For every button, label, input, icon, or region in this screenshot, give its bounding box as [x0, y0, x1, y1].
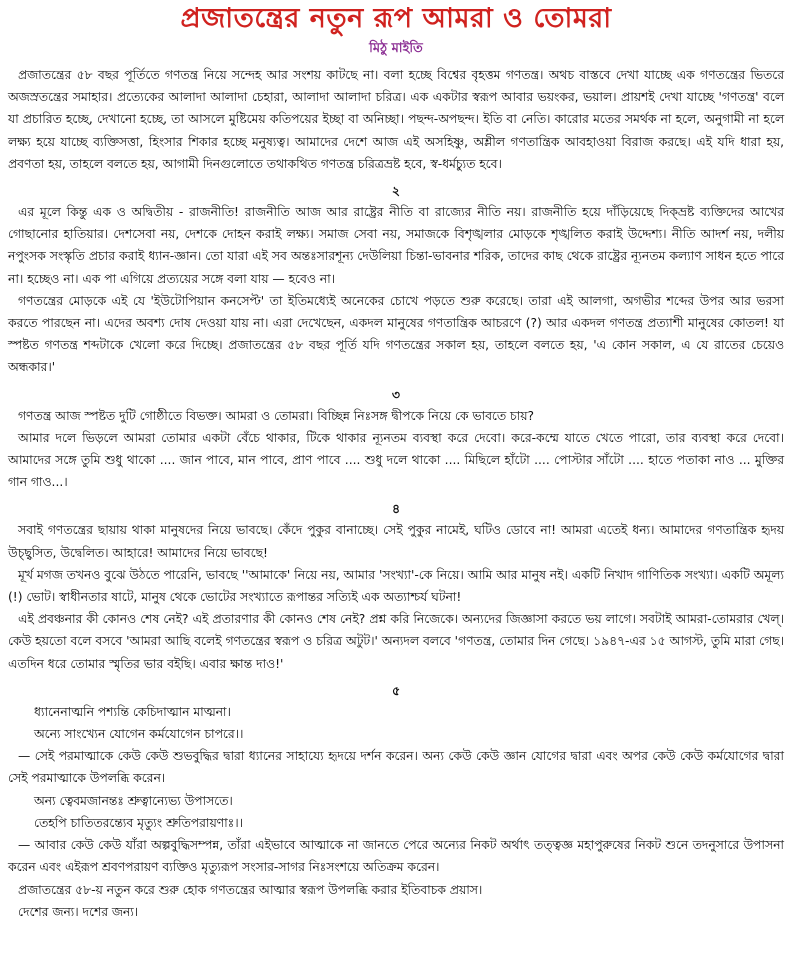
verse-line: অন্য ত্বেবমজানন্তঃ শ্রুত্বান্যেভ্য উপাসতে। — [34, 793, 233, 808]
paragraph: প্রজাতন্ত্রের ৫৮-য় নতুন করে শুরু হোক গণতন্ত্রের আত্মার স্বরূপ উপলব্ধি করার ইতিবাচক প্রয়াস। — [18, 882, 483, 897]
paragraph: মূর্খ মগজ তখনও বুঝে উঠতে পারেনি, ভাবছে ''আমাকে' নিয়ে নয়, আমার 'সংখ্যা'-কে নিয়ে। আমি আর মানুষ নই। একটি নিখাদ গাণিতিক সংখ্যা। একটি অমূল্য (!) ভোট। স্বাধীনতার ষাটে, মানুষ থেকে ভোটের সংখ্যাতে রূপান্তর সত্যিই এক অত্যাশ্চর্য ঘটনা! — [8, 567, 784, 605]
section-4 — [8, 499, 784, 674]
paragraph: গণতন্ত্রের মোড়কে এই যে 'ইউটোপিয়ান কনসেপ্ট' তা ইতিমধ্যেই অনেকের চোখে পড়তে শুরু করেছে। তারা এই আলগা, অগভীর শব্দের উপর আর ভরসা করতে পারছেন না। এদের অবশ্য দোষ দেওয়া যায় না। এরা দেখেছেন, একদল মানুষের গণতান্ত্রিক আচরণে (?) আর একদল গণতন্ত্র প্রত্যাশী মানুষের কোতল! যা স্পষ্টত গণতন্ত্র শব্দটাকে খেলো করে দিচ্ছে। প্রজাতন্ত্রের ৫৮ বছর পূর্তি যদি গণতন্ত্রের সকাল হয়, তাহলে বলতে হয়, 'এ কোন সকাল, এ যে রাতের চেয়েও অন্ধকার।' — [8, 293, 784, 375]
section-number: ২ — [391, 183, 401, 199]
section-3 — [8, 385, 784, 494]
paragraph: সবাই গণতন্ত্রের ছায়ায় থাকা মানুষদের নিয়ে ভাবছে। কেঁদে পুকুর বানাচ্ছে। সেই পুকুর নামেই, ঘটিও ডোবে না! আমরা এতেই ধন্য। আমাদের গণতান্ত্রিক হৃদয় উচ্ছ্বসিত, উদ্বেলিত। আহারে! আমাদের নিয়ে ভাবছে! — [8, 523, 784, 560]
paragraph: এই প্রবঞ্চনার কী কোনও শেষ নেই? এই প্রতারণার কী কোনও শেষ নেই? প্রশ্ন করি নিজেকে। অন্যদের জিজ্ঞাসা করতে ভয় লাগে। সবটাই আমরা-তোমরার খেল্‌। কেউ হয়তো বলে বসবে 'আমরা আছি বলেই গণতন্ত্রের স্বরূপ ও চরিত্র অটুট।' অন্যদল বলবে 'গণতন্ত্র, তোমার দিন গেছে। ১৯৪৭-এর ১৫ আগস্ট, তুমি মারা গেছ। এতদিন ধরে তোমার স্মৃতির ভার বইছি। এবার ক্ষান্ত দাও!' — [8, 612, 784, 671]
section-number: ৫ — [391, 682, 401, 698]
section-2 — [8, 181, 784, 379]
paragraph: — সেই পরমাত্মাকে কেউ কেউ শুভবুদ্ধির দ্বারা ধ্যানের সাহায্যে হৃদয়ে দর্শন করেন। অন্য কেউ কেউ জ্ঞান যোগের দ্বারা এবং অপর কেউ কেউ কর্মযোগের দ্বারা সেই পরমাত্মাকে উপলব্ধি করেন। — [8, 749, 784, 786]
section-number: ৩ — [391, 386, 401, 402]
paragraph: প্রজাতন্ত্রের ৫৮ বছর পূর্তিতে গণতন্ত্র নিয়ে সন্দেহ আর সংশয় কাটছে না। বলা হচ্ছে বিশ্বের বৃহত্তম গণতন্ত্র। অথচ বাস্তবে দেখা যাচ্ছে এক গণতন্ত্রের ভিতরে অজস্রতন্ত্রের সমাহার। প্রত্যেকের আলাদা আলাদা চেহারা, আলাদা আলাদা চরিত্র। এক একটার স্বরূপ আবার ভয়ংকর, ভয়াল। প্রায়শই দেখা যাচ্ছে 'গণতন্ত্র' বলে যা প্রচারিত হচ্ছে, দেখানো হচ্ছে, তা আসলে মুষ্টিমেয় কতিপয়ের ইচ্ছা বা অনিচ্ছা। পছন্দ-অপছন্দ। ইতি বা নেতি। কারোর মতের সমর্থক না হলে, অনুগামী না হলে লক্ষ্য হয়ে যাচ্ছে ব্যক্তিসত্তা, হিংসার শিকার হচ্ছে মনুষ্যত্ব। আমাদের দেশে আজ এই অসহিষ্ণু, অশ্লীল গণতান্ত্রিক আবহাওয়া বিরাজ করছে। এই যদি ধারা হয়, প্রবণতা হয়, তাহলে বলতে হয়, আগামী দিনগুলোতে তথাকথিত গণতন্ত্র চরিত্রভ্রষ্ট হবে, স্ব-ধর্মচ্যুত হবে। — [8, 68, 784, 171]
paragraph: গণতন্ত্র আজ স্পষ্টত দুটি গোষ্ঠীতে বিভক্ত। আমরা ও তোমরা। বিচ্ছিন্ন নিঃসঙ্গ দ্বীপকে নিয়ে কে ভাবতে চায়? — [18, 408, 534, 423]
paragraph: আমার দলে ভিড়লে আমরা তোমার একটা বেঁচে থাকার, টিকে থাকার ন্যূনতম ব্যবস্থা করে দেবো। করে-কম্মে যাতে খেতে পারো, তার ব্যবস্থা করে দেবো। আমাদের সঙ্গে তুমি শুধু থাকো .... জান পাবে, মান পাবে, প্রাণ পাবে .... শুধু দলে থাকো .... মিছিলে হাঁটো .... পোস্টার সাঁটো .... হাতে পতাকা নাও ... মুক্তির গান গাও...। — [8, 430, 784, 490]
section-5 — [8, 681, 784, 923]
paragraph: — আবার কেউ কেউ যাঁরা অল্পবুদ্ধিসম্পন্ন, তাঁরা এইভাবে আত্মাকে না জানতে পেরে অন্যের নিকট অর্থাৎ তত্ত্বজ্ঞ মহাপুরুষের নিকট শুনে তদনুসারে উপাসনা করেন এবং এইরূপ শ্রবণপরায়ণ ব্যক্তিও মৃত্যুরূপ সংসার-সাগর নিঃসংশয়ে অতিক্রম করেন। — [8, 838, 784, 875]
article-title: প্রজাতন্ত্রের নতুন রূপ আমরা ও তোমরা — [180, 3, 612, 34]
article-page — [0, 2, 792, 923]
verse-line: অন্যে সাংখ্যেন যোগেন কর্মযোগেন চাপরে।। — [34, 727, 244, 742]
paragraph: দেশের জন্য। দশের জন্য। — [18, 904, 139, 919]
verse-line: তেহপি চাতিতরন্ত্যেব মৃত্যুং শ্রুতিপরায়ণাঃ।। — [34, 815, 244, 830]
verse-line: ধ্যানেনাত্মনি পশ্যন্তি কেচিদাত্মান মাত্মনা। — [34, 704, 231, 719]
section-1 — [8, 64, 784, 175]
paragraph: এর মূলে কিন্তু এক ও অদ্বিতীয় - রাজনীতি! রাজনীতি আজ আর রাষ্ট্রের নীতি বা রাজ্যের নীতি নয়। রাজনীতি হয়ে দাঁড়িয়েছে দিক্‌ভ্রষ্ট ব্যক্তিদের আখের গোছানোর হাতিয়ার। দেশসেবা নয়, দেশকে দোহন করাই লক্ষ্য। সমাজ সেবা নয়, সমাজকে বিশৃঙ্খলার মোড়কে শৃঙ্খলিত করাই উদ্দেশ্য। নীতি আদর্শ নয়, দলীয় নপুংসক সংস্কৃতি প্রচার করাই ধ্যান-জ্ঞান। তো যারা এই সব অন্তঃসারশূন্য দেউলিয়া চিন্তা-ভাবনার শরিক, তাদের কাছ থেকে রাষ্ট্রের ন্যূনতম কল্যাণ সাধন হতে পারে না। হচ্ছেও না। এক পা এগিয়ে প্রত্যয়ের সঙ্গে বলা যায় — হবেও না। — [8, 205, 784, 286]
article-author: মিঠু মাইতি — [369, 41, 423, 56]
section-number: ৪ — [391, 501, 401, 517]
